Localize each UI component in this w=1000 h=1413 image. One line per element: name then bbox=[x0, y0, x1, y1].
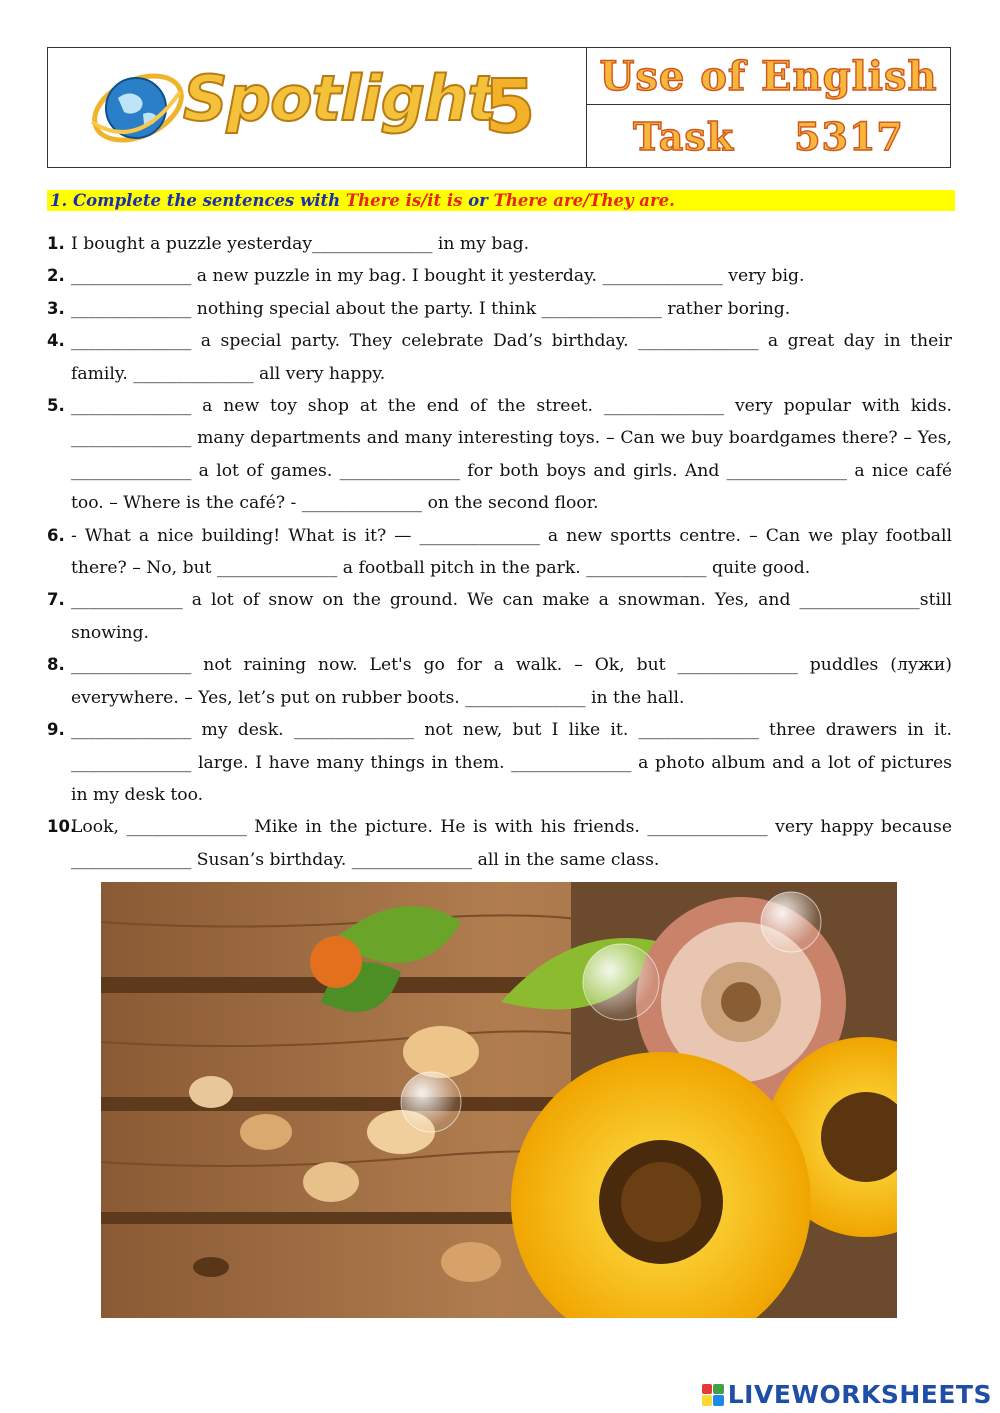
exercise-number: 5. bbox=[47, 396, 65, 416]
sunflower-picture bbox=[101, 882, 897, 1318]
exercise-item bbox=[47, 390, 952, 520]
exercise-number: 6. bbox=[47, 525, 65, 545]
task-number: 5317 bbox=[794, 113, 904, 159]
instruction-part-2: There is/it is bbox=[345, 191, 463, 210]
exercise-text: ______________ a special party. They celebrate Dad’s birthday. ______________ a great day in their family. ______________ all very happy. bbox=[71, 331, 952, 384]
exercise-number: 7. bbox=[47, 590, 65, 610]
spotlight-logo bbox=[48, 48, 587, 167]
exercise-list bbox=[47, 228, 952, 876]
task-label: Task bbox=[633, 113, 735, 159]
exercise-item bbox=[47, 649, 952, 714]
brand-name: LIVEWORKSHEETS bbox=[727, 1380, 992, 1409]
exercise-text: Look, ______________ Mike in the picture. He is with his friends. ______________ very happy because ______________ Susan’s birthday. ______________ all in the same class. bbox=[71, 817, 952, 870]
instruction-part-1: 1. Complete the sentences with bbox=[50, 191, 346, 210]
globe-icon bbox=[88, 62, 184, 154]
instruction-banner bbox=[47, 190, 955, 211]
exercise-number: 9. bbox=[47, 720, 65, 740]
exercise-text: ______________ a new puzzle in my bag. I bought it yesterday. ______________ very big. bbox=[71, 266, 805, 287]
exercise-number: 3. bbox=[47, 298, 65, 318]
exercise-text: ______________ my desk. ______________ not new, but I like it. ______________ three drawers in it. ______________ large. I have many things in them. ______________ a photo album and a lot of pictures in my desk too. bbox=[71, 720, 952, 805]
logo-number: 5 bbox=[484, 64, 536, 150]
exercise-text: - What a nice building! What is it? — ______________ a new sportts centre. – Can we play football there? – No, but ______________ a football pitch in the park. ______________ quite good. bbox=[71, 525, 952, 579]
exercise-number: 8. bbox=[47, 655, 65, 675]
instruction-part-3: or bbox=[462, 191, 494, 210]
exercise-text: ______________ not raining now. Let's go for a walk. – Ok, but ______________ puddles (лужи) everywhere. – Yes, let’s put on rubber boots. ______________ in the hall. bbox=[71, 655, 952, 708]
exercise-item bbox=[47, 811, 952, 876]
logo-word: Spotlight bbox=[183, 62, 496, 135]
exercise-item bbox=[47, 584, 952, 649]
exercise-number: 10. bbox=[47, 817, 77, 837]
sunflower-illustration bbox=[101, 882, 897, 1318]
brand-logo-icon bbox=[702, 1384, 724, 1406]
exercise-item bbox=[47, 325, 952, 390]
exercise-item bbox=[47, 714, 952, 811]
worksheet-header bbox=[47, 47, 951, 168]
instruction-part-4: There are/They are. bbox=[493, 191, 675, 210]
exercise-text: ______________ nothing special about the party. I think ______________ rather boring. bbox=[71, 298, 791, 319]
exercise-item bbox=[47, 293, 952, 325]
exercise-number: 1. bbox=[47, 234, 65, 253]
exercise-item bbox=[47, 228, 952, 260]
liveworksheets-brand[interactable] bbox=[702, 1380, 992, 1409]
exercise-number: 4. bbox=[47, 331, 65, 351]
exercise-text: ______________ a new toy shop at the end of the street. ______________ very popular with kids. ______________ many departments and many interesting toys. – Can we buy boardgames there? – Yes, ______________ a lot of games. ______________ for both boys and girls. And ______________ a nice café too. – Where is the café? - ______________ on the second floor. bbox=[71, 396, 952, 514]
exercise-number: 2. bbox=[47, 266, 65, 286]
worksheet-title: Use of English bbox=[599, 52, 938, 100]
exercise-text: I bought a puzzle yesterday______________ in my bag. bbox=[71, 234, 530, 254]
exercise-text: _____________ a lot of snow on the ground. We can make a snowman. Yes, and ______________still snowing. bbox=[71, 590, 952, 643]
exercise-item bbox=[47, 260, 952, 292]
exercise-item bbox=[47, 520, 952, 585]
